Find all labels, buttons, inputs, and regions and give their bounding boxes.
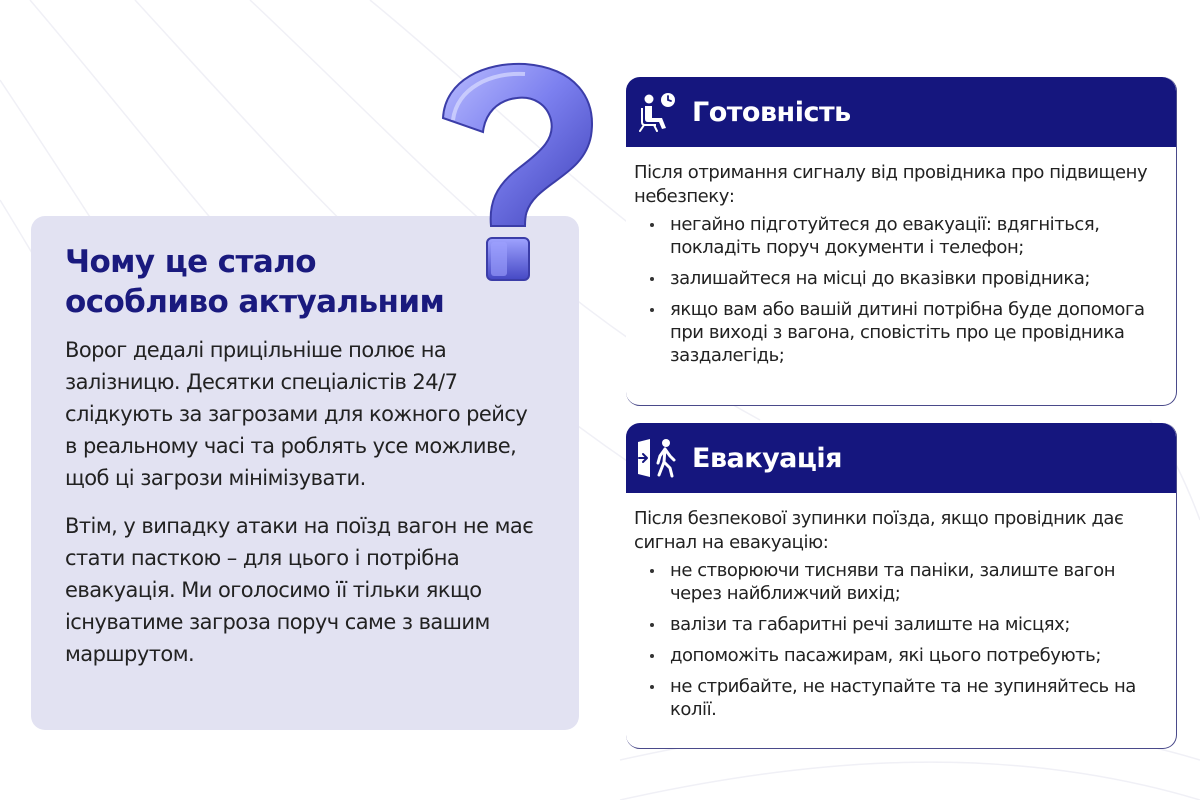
paragraph-threat-monitoring: Ворог дедалі прицільніше полює на залізницю. Десятки спеціалістів 24/7 слідкують за загрозами для кожного рейсу в реальному часі та роблять усе можливе, щоб ці загрози мінімізувати. <box>65 338 528 490</box>
list-item: не створюючи тисняви та паніки, залиште вагон через найближчий вихід; <box>634 559 1162 605</box>
list-item: якщо вам або вашій дитині потрібна буде допомога при виході з вагона, сповістіть про це провідника заздалегідь; <box>634 298 1162 367</box>
evacuation-list <box>634 559 1162 721</box>
evacuation-title: Евакуація <box>692 442 842 474</box>
title-line-1: Чому це стало <box>65 244 316 280</box>
readiness-intro: Після отримання сигналу від провідника про підвищену небезпеку: <box>634 162 1148 207</box>
evacuation-intro: Після безпекової зупинки поїзда, якщо провідник дає сигнал на евакуацію: <box>634 508 1124 553</box>
readiness-card <box>626 77 1177 406</box>
evacuation-card-header <box>626 423 1176 493</box>
why-relevant-panel <box>31 216 579 730</box>
seated-person-clock-icon <box>636 90 680 134</box>
title-line-2: особливо актуальним <box>65 284 445 320</box>
list-item: негайно підготуйтеся до евакуації: вдягніться, покладіть поруч документи і телефон; <box>634 213 1162 259</box>
list-item: не стрибайте, не наступайте та не зупиняйтесь на колії. <box>634 675 1162 721</box>
paragraph-evacuation-purpose: Втім, у випадку атаки на поїзд вагон не має стати пасткою – для цього і потрібна евакуація. Ми оголосимо її тільки якщо існуватиме загроза поруч саме з вашим маршрутом. <box>65 514 534 666</box>
readiness-card-body <box>626 147 1176 387</box>
readiness-list <box>634 213 1162 367</box>
exit-door-walking-person-icon <box>636 436 680 480</box>
list-item: валізи та габаритні речі залиште на місцях; <box>634 613 1162 636</box>
evacuation-card <box>626 423 1177 749</box>
list-item: залишайтеся на місці до вказівки провідника; <box>634 267 1162 290</box>
question-mark-3d-icon <box>425 58 605 288</box>
readiness-card-header <box>626 77 1176 147</box>
readiness-title: Готовність <box>692 96 851 128</box>
evacuation-card-body <box>626 493 1176 741</box>
list-item: допоможіть пасажирам, які цього потребують; <box>634 644 1162 667</box>
